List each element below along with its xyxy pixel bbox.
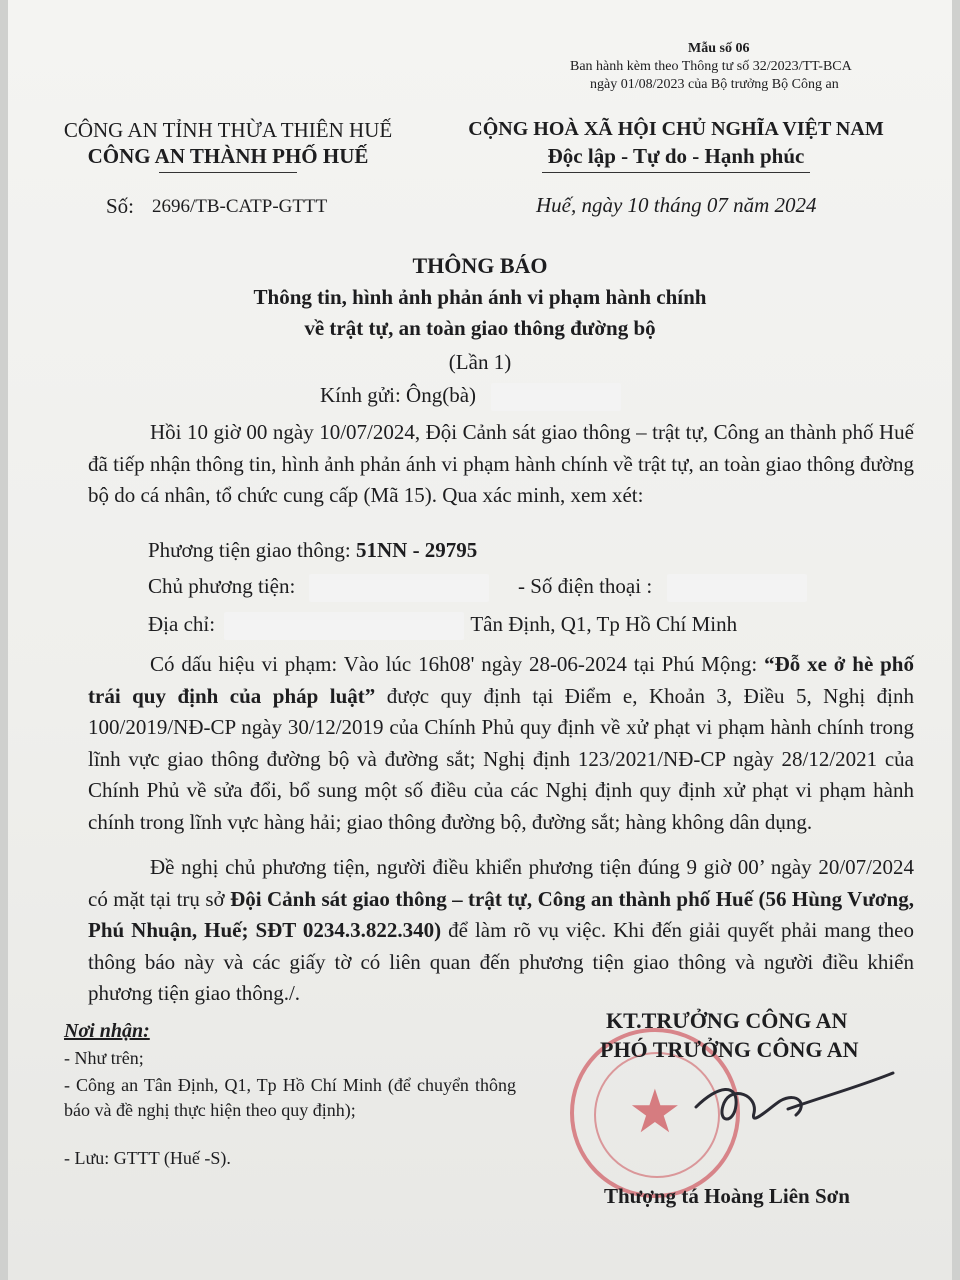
doc-number-label: Số:	[106, 194, 135, 218]
agency-underline	[159, 172, 297, 173]
request-office: Đội Cảnh sát giao thông – trật tự, Công an thành phố Huế (56 Hùng Vương, Phú Nhuận, Huế; SĐT 0234.3.822.340)	[88, 886, 914, 942]
redacted-owner	[309, 574, 489, 602]
violation-description: “Đỗ xe ở hè phố trái quy định của pháp luật”	[88, 652, 914, 708]
recipient-3: - Lưu: GTTT (Huế -S).	[64, 1148, 231, 1168]
doc-title: THÔNG BÁO	[412, 253, 548, 278]
request-rest: để làm rõ vụ việc. Khi đến giải quyết phải mang theo thông báo này và các giấy tờ có liên quan đến phương tiện giao thông và người điều khiển phương tiện giao thông./.	[88, 918, 915, 1005]
doc-subtitle-1: Thông tin, hình ảnh phản ánh vi phạm hành chính	[253, 285, 707, 309]
paragraph-request	[88, 852, 914, 1010]
signer-role-1: KT.TRƯỞNG CÔNG AN	[606, 1008, 848, 1033]
place-date: Huế, ngày 10 tháng 07 năm 2024	[536, 193, 817, 217]
doc-number: 2696/TB-CATP-GTTT	[152, 196, 328, 217]
notice-count: (Lần 1)	[448, 350, 512, 374]
nation-name: CỘNG HOÀ XÃ HỘI CHỦ NGHĨA VIỆT NAM	[468, 118, 884, 140]
owner-label: Chủ phương tiện:	[148, 574, 296, 598]
address-label: Địa chỉ:	[148, 612, 221, 636]
phone-label: - Số điện thoại :	[518, 574, 653, 598]
signer-name: Thượng tá Hoàng Liên Sơn	[604, 1184, 850, 1208]
form-number: Mẫu số 06	[688, 41, 750, 56]
doc-subtitle-2: về trật tự, an toàn giao thông đường bộ	[304, 316, 656, 340]
document-page	[8, 0, 952, 1280]
form-issued-line2: ngày 01/08/2023 của Bộ trưởng Bộ Công an	[590, 77, 839, 92]
addressee	[320, 383, 621, 411]
address-tail: Tân Định, Q1, Tp Hồ Chí Minh	[470, 612, 738, 636]
violation-legal-basis: được quy định tại Điểm e, Khoản 3, Điều 5, Nghị định 100/2019/NĐ-CP ngày 30/12/2019 của Chính Phủ quy định về xử phạt vi phạm hành chính trong lĩnh vực giao thông đường bộ và đường sắt; Nghị định 123/2021/NĐ-CP ngày 28/12/2021 của Chính Phủ về sửa đổi, bổ sung một số điều của các Nghị định quy định xử phạt vi phạm hành chính trong lĩnh vực hàng hải; giao thông đường bộ, đường sắt; hàng không dân dụng.	[88, 683, 914, 834]
request-intro: Đề nghị chủ phương tiện, người điều khiển phương tiện đúng 9 giờ 00’ ngày 20/07/2024 có mặt tại trụ sở	[88, 855, 914, 911]
phone-line	[518, 574, 807, 602]
paragraph-intro: Hồi 10 giờ 00 ngày 10/07/2024, Đội Cảnh sát giao thông – trật tự, Công an thành phố Huế đã tiếp nhận thông tin, hình ảnh phản ánh vi phạm hành chính về trật tự, an toàn giao thông đường bộ do cá nhân, tổ chức cung cấp (Mã 15). Qua xác minh, xem xét:	[88, 420, 914, 507]
violation-intro: Có dấu hiệu vi phạm: Vào lúc 16h08' ngày 28-06-2024 tại Phú Mộng:	[150, 652, 765, 676]
vehicle-label: Phương tiện giao thông:	[148, 538, 356, 562]
redacted-name	[491, 383, 621, 411]
agency-name: CÔNG AN THÀNH PHỐ HUẾ	[87, 144, 369, 168]
address-line	[148, 612, 737, 640]
redacted-phone	[667, 574, 807, 602]
redacted-address	[224, 612, 464, 640]
motto-underline	[542, 172, 810, 173]
recipient-2: - Công an Tân Định, Q1, Tp Hồ Chí Minh (để chuyển thông báo và đề nghị thực hiện theo quy định);	[64, 1075, 516, 1120]
star-icon: ★	[628, 1079, 682, 1145]
vehicle-line	[148, 538, 477, 563]
form-issued-line1: Ban hành kèm theo Thông tư số 32/2023/TT-BCA	[570, 59, 852, 74]
addressee-label: Kính gửi: Ông(bà)	[320, 383, 477, 407]
handwritten-signature	[688, 1065, 908, 1145]
signer-role-2: PHÓ TRƯỞNG CÔNG AN	[600, 1037, 859, 1062]
recipient-1: - Như trên;	[64, 1048, 144, 1068]
recipients-label: Nơi nhận:	[64, 1020, 150, 1042]
agency-parent: CÔNG AN TỈNH THỪA THIÊN HUẾ	[63, 118, 393, 142]
national-motto: Độc lập - Tự do - Hạnh phúc	[547, 144, 805, 168]
owner-line	[148, 574, 489, 602]
paragraph-violation	[88, 649, 914, 838]
vehicle-plate: 51NN - 29795	[355, 538, 478, 562]
